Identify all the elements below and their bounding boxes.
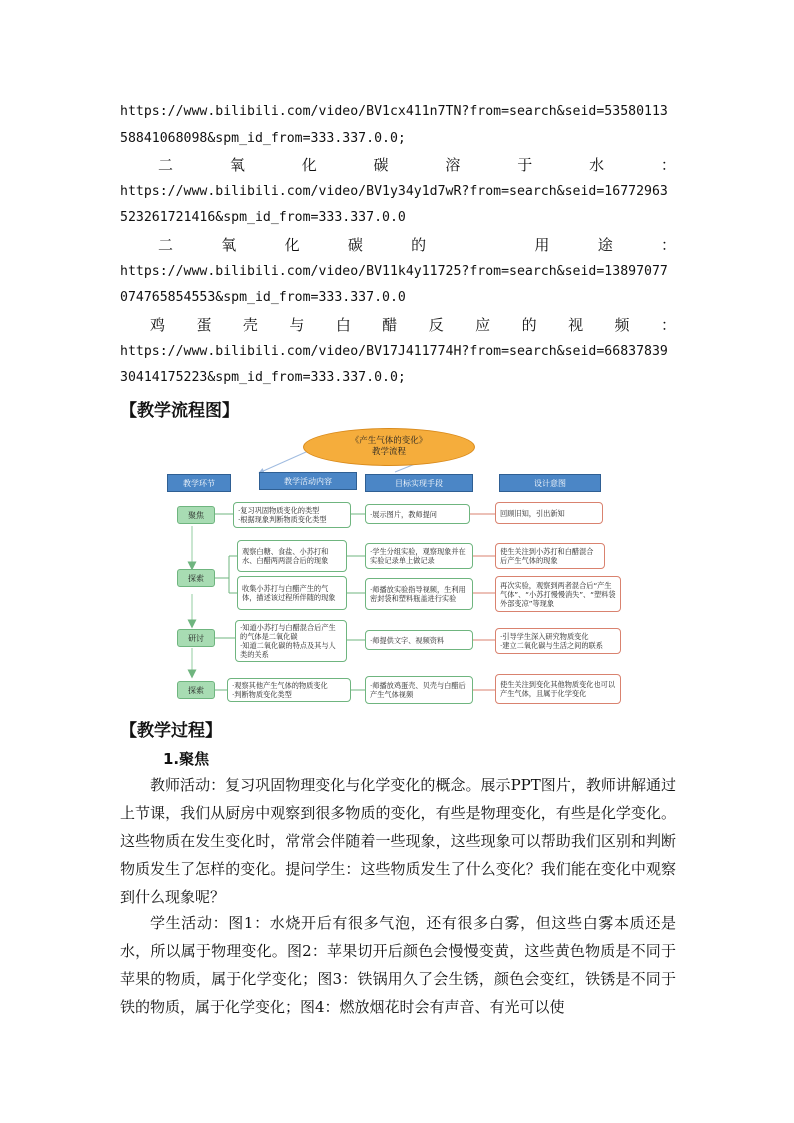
url-line[interactable]: https://www.bilibili.com/video/BV1cx411n7TN?from=search&seid=53580113 [120, 104, 668, 119]
section-heading-flowchart: 【教学流程图】 [120, 401, 239, 421]
video-label-co2-dissolve: 二 氧 化 碳 溶 于 水 ： [158, 156, 676, 174]
paragraph-teacher-activity: 教师活动：复习巩固物理变化与化学变化的概念。展示PPT图片，教师讲解通过上节课，我们从厨房中观察到很多物质的变化，有些是物理变化，有些是化学变化。这些物质在发生变化时，常常会伴随着一些现象，这些现象可以帮助我们区别和判断物质发生了怎样的变化。提问学生：这些物质发生了什么变化？我们能在变化中观察到什么现象呢？ [120, 776, 676, 906]
section-heading-process: 【教学过程】 [120, 721, 222, 741]
intent-box: ·引导学生深入研究物质变化 ·建立二氧化碳与生活之间的联系 [495, 628, 621, 654]
intent-box: 再次实验，观察到两者混合后“产生气体”、“小苏打慢慢消失”、“塑料袋外部变凉”等现象 [495, 576, 621, 612]
activity-box: ·知道小苏打与白醋混合后产生的气体是二氧化碳 ·知道二氧化碳的特点及其与人类的关系 [235, 620, 347, 662]
header-means: 目标实现手段 [365, 474, 473, 492]
video-label-eggshell: 鸡 蛋 壳 与 白 醋 反 应 的 视 频 ： [150, 316, 676, 334]
stage-explore-2: 探索 [177, 681, 215, 699]
url-line[interactable]: 523261721416&spm_id_from=333.337.0.0 [120, 210, 406, 225]
activity-box: 收集小苏打与白醋产生的气体，描述该过程所伴随的现象 [237, 576, 347, 610]
activity-box: ·复习巩固物质变化的类型 ·根据现象判断物质变化类型 [233, 502, 351, 528]
video-label-co2-uses: 二 氧 化 碳 的 用 途 ： [158, 236, 676, 254]
intent-box: 使生关注到小苏打和白醋混合后产生气体的现象 [495, 543, 605, 569]
means-box: ·学生分组实验，观察现象并在实验记录单上做记录 [365, 543, 473, 569]
header-stage: 教学环节 [167, 474, 231, 492]
means-box: ·师播放实验指导视频，生利用密封袋和塑料瓶盖进行实验 [365, 578, 473, 610]
url-line[interactable]: https://www.bilibili.com/video/BV17J411774H?from=search&seid=66837839 [120, 344, 668, 359]
url-line[interactable]: https://www.bilibili.com/video/BV11k4y11725?from=search&seid=13897077 [120, 264, 668, 279]
intent-box: 回顾旧知，引出新知 [495, 502, 603, 524]
activity-box: 观察白糖、食盐、小苏打和水、白醋两两混合后的现象 [237, 540, 347, 572]
teaching-flowchart [165, 428, 627, 708]
activity-box: ·观察其他产生气体的物质变化 ·判断物质变化类型 [227, 678, 351, 702]
url-line[interactable]: 30414175223&spm_id_from=333.337.0.0; [120, 370, 406, 385]
means-box: ·展示图片，教师提问 [365, 504, 470, 524]
means-box: ·师播放鸡蛋壳、贝壳与白醋后产生气体视频 [365, 676, 473, 704]
header-activity: 教学活动内容 [259, 472, 357, 490]
url-line[interactable]: https://www.bilibili.com/video/BV1y34y1d7wR?from=search&seid=16772963 [120, 184, 668, 199]
header-intent: 设计意图 [499, 474, 601, 492]
url-line[interactable]: 58841068098&spm_id_from=333.337.0.0; [120, 131, 406, 146]
url-line[interactable]: 074765854553&spm_id_from=333.337.0.0 [120, 290, 406, 305]
flowchart-title: 《产生气体的变化》 教学流程 [303, 428, 475, 466]
stage-explore: 探索 [177, 569, 215, 587]
subheading-focus: 1.聚焦 [163, 750, 210, 768]
stage-discuss: 研讨 [177, 629, 215, 647]
paragraph-student-activity: 学生活动：图1：水烧开后有很多气泡，还有很多白雾，但这些白雾本质还是水，所以属于物理变化。图2：苹果切开后颜色会慢慢变黄，这些黄色物质是不同于苹果的物质，属于化学变化；图3：铁锅用久了会生锈，颜色会变红，铁锈是不同于铁的物质，属于化学变化；图4：燃放烟花时会有声音、有光可以使 [120, 914, 676, 1016]
intent-box: 使生关注到变化其他物质变化也可以产生气体，且属于化学变化 [495, 674, 621, 704]
stage-focus: 聚焦 [177, 506, 215, 524]
means-box: ·师提供文字、视频资料 [365, 630, 473, 650]
